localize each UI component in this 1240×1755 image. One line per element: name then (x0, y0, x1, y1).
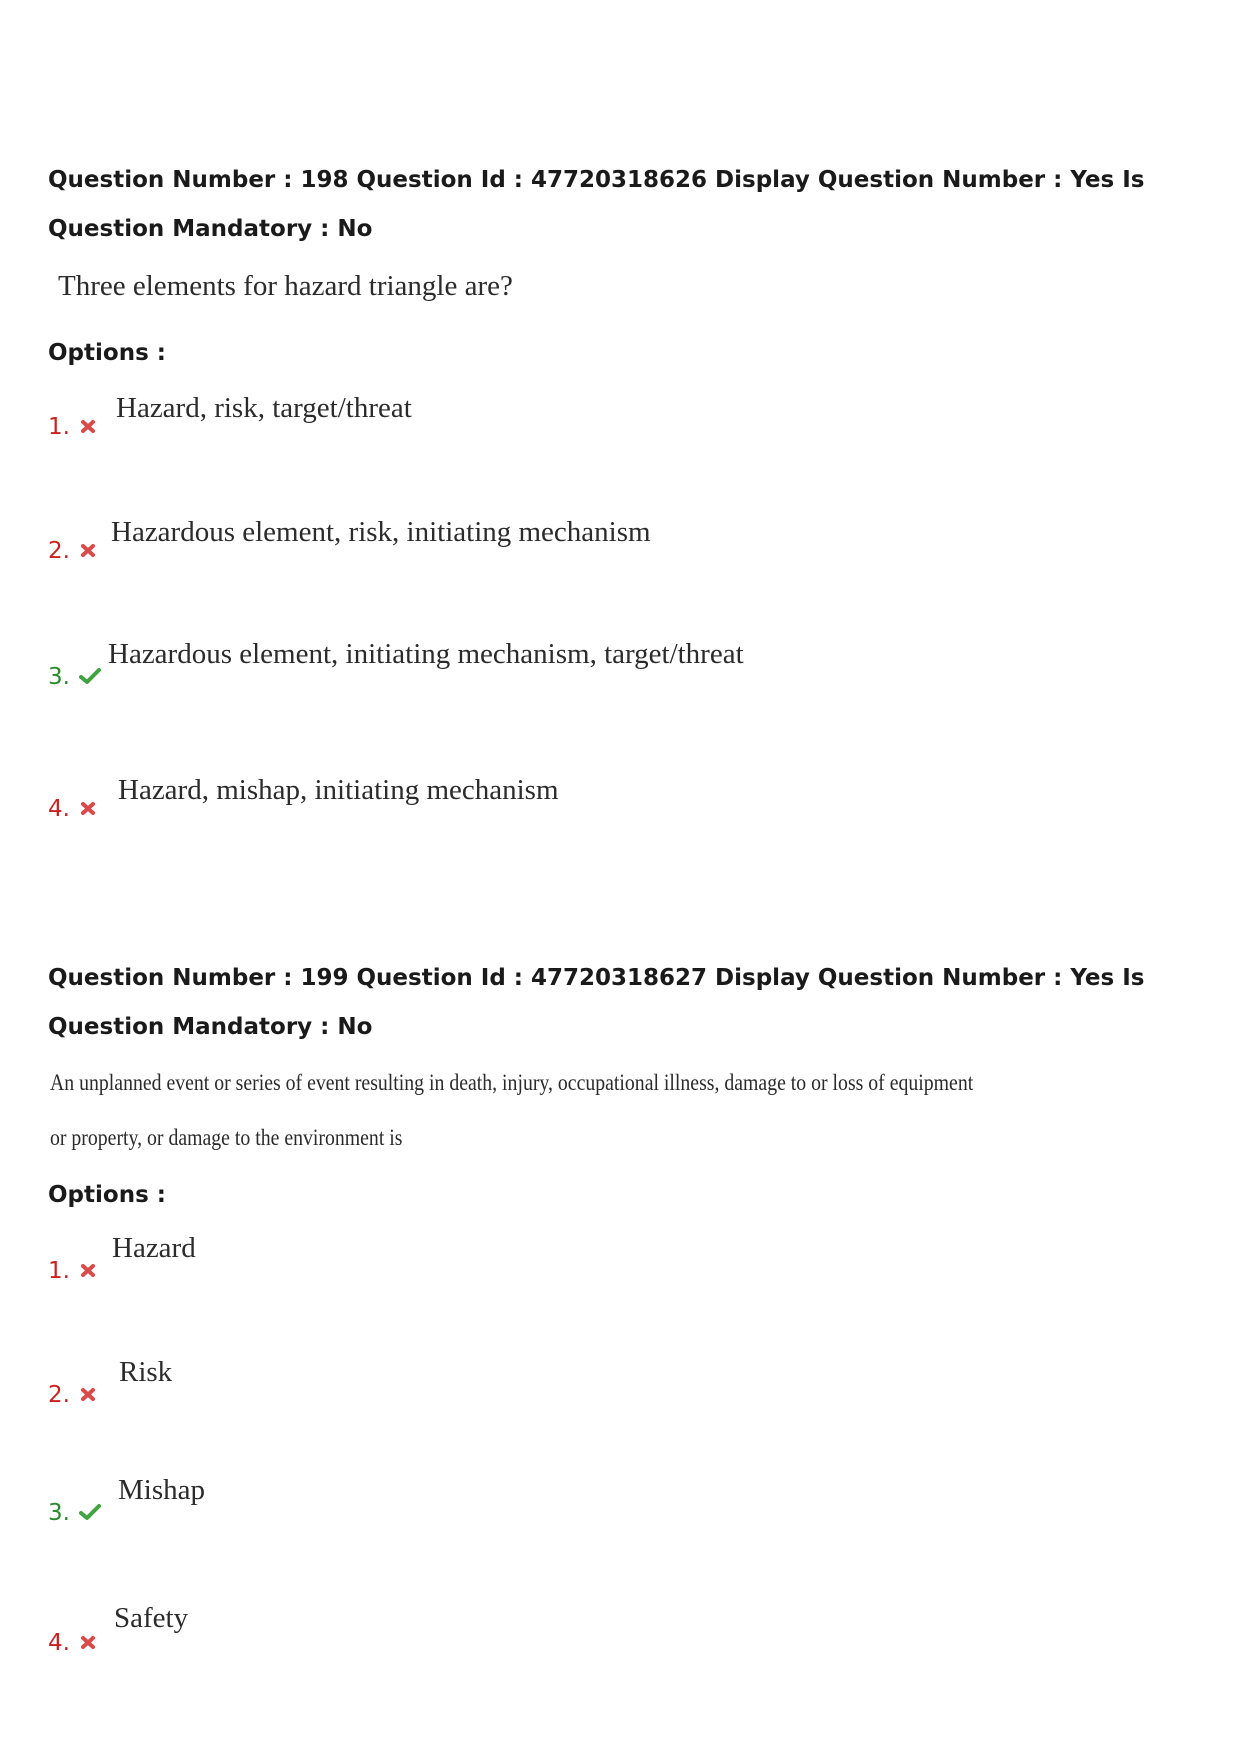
option-2[interactable] (48, 1356, 1048, 1428)
question-text-line-1: An unplanned event or series of event resulting in death, injury, occupational illness, damage to or loss of equipment (50, 1070, 974, 1095)
options-label: Options : (48, 1182, 166, 1208)
question-header: Question Number : 199 Question Id : 47720318627 Display Question Number : Yes Is Question Mandatory : No (48, 965, 1145, 1040)
option-3[interactable] (48, 1474, 1048, 1546)
cross-icon (78, 416, 98, 436)
question-header: Question Number : 198 Question Id : 47720318626 Display Question Number : Yes Is Question Mandatory : No (48, 167, 1145, 242)
option-text: Hazardous element, risk, initiating mechanism (111, 516, 651, 548)
option-1[interactable] (48, 1232, 1048, 1304)
options-label: Options : (48, 340, 166, 366)
cross-icon (78, 540, 98, 560)
option-text: Hazard (112, 1232, 196, 1264)
cross-icon (78, 1632, 98, 1652)
option-text: Mishap (118, 1474, 205, 1506)
option-text: Safety (114, 1602, 189, 1634)
option-4[interactable] (48, 1602, 1048, 1676)
question-text-line-2: or property, or damage to the environment is (50, 1125, 403, 1150)
option-number: 2. (48, 1382, 70, 1408)
cross-icon (78, 1260, 98, 1280)
cross-icon (78, 1384, 98, 1404)
option-text: Risk (119, 1356, 173, 1388)
check-icon (78, 1502, 102, 1522)
check-icon (78, 666, 102, 686)
cross-icon (78, 798, 98, 818)
question-text: Three elements for hazard triangle are? (58, 270, 513, 302)
option-number: 1. (48, 414, 70, 440)
option-number: 4. (48, 1630, 70, 1656)
option-number: 3. (48, 1500, 70, 1526)
option-1[interactable] (48, 392, 1048, 460)
option-3[interactable] (48, 638, 1048, 710)
option-text: Hazardous element, initiating mechanism, target/threat (108, 638, 744, 670)
option-4[interactable] (48, 774, 1048, 842)
option-2[interactable] (48, 516, 1048, 584)
option-number: 3. (48, 664, 70, 690)
option-text: Hazard, risk, target/threat (116, 392, 412, 424)
option-number: 1. (48, 1258, 70, 1284)
option-text: Hazard, mishap, initiating mechanism (118, 774, 559, 806)
option-number: 4. (48, 796, 70, 822)
option-number: 2. (48, 538, 70, 564)
